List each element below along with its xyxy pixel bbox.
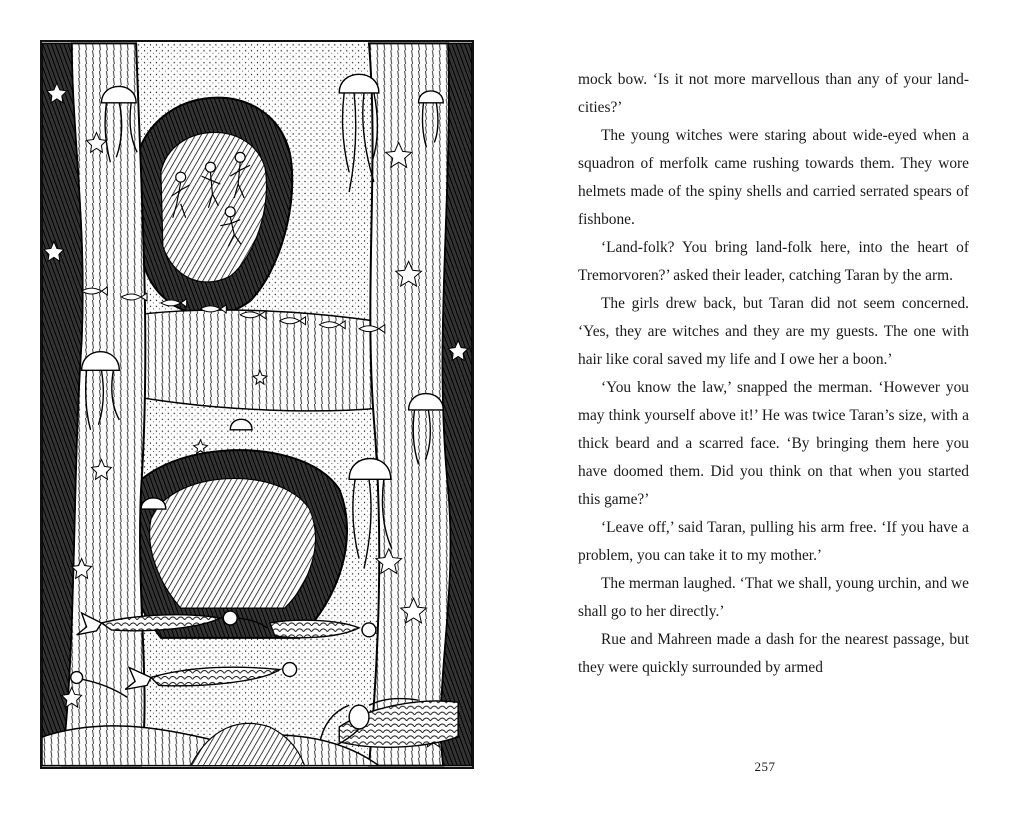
right-page — [510, 0, 1020, 816]
underwater-cavern-drawing — [42, 42, 472, 767]
body-text — [578, 66, 969, 682]
paragraph: The merman laughed. ‘That we shall, young urchin, and we shall go to her directly.’ — [578, 575, 969, 620]
paragraph: ‘Leave off,’ said Taran, pulling his arm free. ‘If you have a problem, you can take it to my mother.’ — [578, 519, 969, 564]
paragraph: mock bow. ‘Is it not more marvellous than any of your land-cities?’ — [578, 71, 969, 116]
page-number: 257 — [754, 759, 776, 774]
paragraph: ‘You know the law,’ snapped the merman. ‘However you may think yourself above it!’ He was twice Taran’s size, with a thick beard and a scarred face. ‘By bringing them here you have doomed them. Did you think on that when you started this game?’ — [578, 379, 969, 508]
paragraph: The girls drew back, but Taran did not seem concerned. ‘Yes, they are witches and they are my guests. The one with hair like coral saved my life and I owe her a boon.’ — [578, 295, 969, 368]
paragraph: The young witches were staring about wide-eyed when a squadron of merfolk came rushing towards them. They wore helmets made of the spiny shells and carried serrated spears of fishbone. — [578, 127, 969, 228]
paragraph: Rue and Mahreen made a dash for the nearest passage, but they were quickly surrounded by armed — [578, 631, 969, 676]
illustration-image — [40, 40, 474, 769]
paragraph: ‘Land-folk? You bring land-folk here, into the heart of Tremorvoren?’ asked their leader, catching Taran by the arm. — [578, 239, 969, 284]
